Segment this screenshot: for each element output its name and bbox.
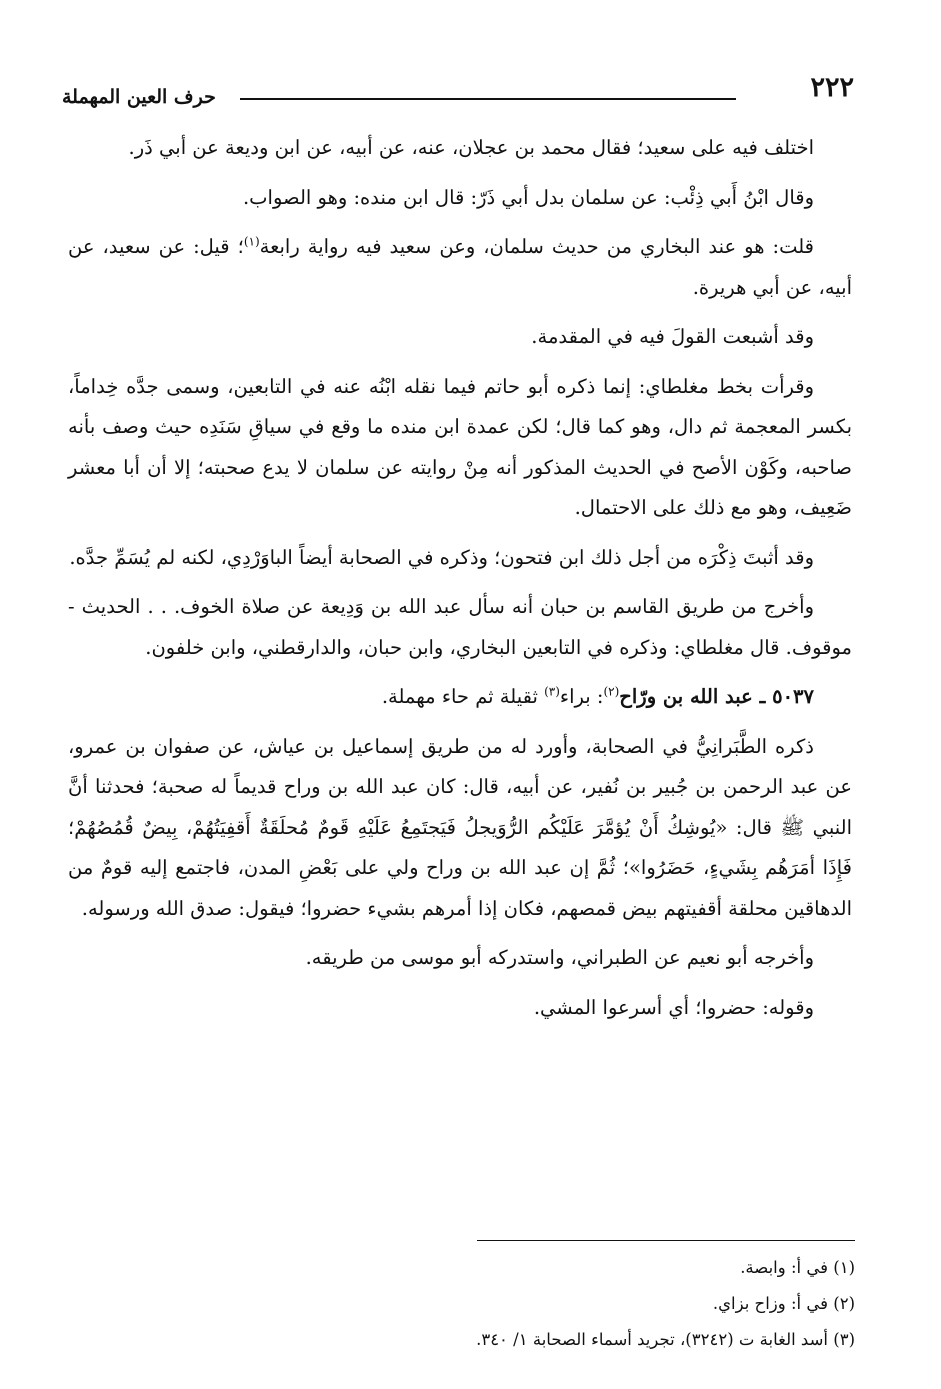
paragraph: وقال ابْنُ أَبي ذِئْب: عن سلمان بدل أبي ذَرّ: قال ابن منده: وهو الصواب. [242, 185, 814, 209]
header-rule [240, 98, 736, 100]
footnote-rule [477, 1240, 855, 1241]
entry-dash: ـ [752, 685, 773, 708]
page-number: ٢٢٢ [810, 72, 854, 103]
paragraph: وقوله: حضروا؛ أي أسرعوا المشي. [533, 995, 814, 1019]
paragraph-qult [68, 227, 852, 308]
entry-heading [68, 677, 852, 718]
paragraph: ذكره الطَّبَرانِيُّ في الصحابة، وأورد له من طريق إسماعيل بن عياش، عن صفوان بن عمرو، عن عبد الرحمن بن جُبير بن نُفير، عن أبيه، قال: كان عبد الله بن وراح قديماً له صحبة؛ فحدثنا أنَّ النبي ﷺ قال: «يُوشِكُ أَنْ يُؤمَّرَ عَلَيْكُم الرُّوَيجلُ فَيَجتَمِعُ عَلَيْهِ قَومٌ مُحلَقَةٌ أَقفِيَتُهُمْ، بِيضٌ قُمُصُهُمْ؛ فَإِذَا أمَرَهُم بِشَيءٍ، حَضَرُوا»؛ ثُمَّ إن عبد الله بن وراح ولي على بَعْضِ المدن، فاجتمع إليه قومٌ من الدهاقين محلقة أقفيتهم بيض قمصهم، فكان إذا أمرهم بشيء حضروا؛ فيقول: صدق الله ورسوله. [68, 734, 852, 920]
footnote: (١) في أ: وابصة. [740, 1258, 855, 1277]
footnote: (٣) أسد الغابة ت (٣٢٤٢)، تجريد أسماء الصحابة ١/ ٣٤٠. [476, 1330, 855, 1349]
paragraph: وأخرجه أبو نعيم عن الطبراني، واستدركه أبو موسى من طريقه. [305, 946, 814, 969]
paragraph: وقد أثبتَ ذِكْرَه من أجل ذلك ابن فتحون؛ وذكره في الصحابة أيضاً الباوَرْدِي، لكنه لم يُسَمِّ جدَّه. [69, 545, 814, 569]
entry-number: ٥٠٣٧ [772, 685, 814, 708]
running-title: حرف العين المهملة [62, 86, 216, 108]
paragraph-text: ؛ قيل: عن سعيد، عن أبيه، عن أبي هريرة. [68, 235, 852, 299]
footnote-marker: (٢) [603, 684, 620, 699]
entry-name: عبد الله بن ورّاح [619, 685, 753, 708]
footnote-marker: (١) [243, 234, 260, 249]
entry-text: ثقيلة ثم حاء مهملة. [381, 685, 545, 708]
paragraph: وأخرج من طريق القاسم بن حبان أنه سأل عبد الله بن وَدِيعة عن صلاة الخوف. . . الحديث - موقوف. قال مغلطاي: وذكره في التابعين البخاري، وابن حبان، والدارقطني، وابن خلفون. [68, 595, 852, 659]
footnote-marker: (٣) [544, 684, 560, 699]
entry-text: : براء [559, 685, 604, 708]
paragraph: وقرأت بخط مغلطاي: إنما ذكره أبو حاتم فيما نقله ابْنُه عنه في التابعين، وسمى جدَّه خِداماً، بكسر المعجمة ثم دال، وهو كما قال؛ لكن عمدة ابن منده ما وقع في سياقِ سَنَدِه حيث وصف بأنه صاحبه، وكَوْن الأصح في الحديث المذكور أنه مِنْ روايته عن سلمان لا يدع صحبته؛ إلا أن أبا معشر ضَعِيف، وهو مع ذلك على الاحتمال. [68, 374, 853, 519]
footnote: (٢) في أ: وزاح بزاي. [712, 1294, 855, 1313]
paragraph: اختلف فيه على سعيد؛ فقال محمد بن عجلان، عنه، عن أبيه، عن ابن وديعة عن أبي ذَر. [128, 136, 814, 159]
paragraph-text: قلت: هو عند البخاري من حديث سلمان، وعن سعيد فيه رواية رابعة [259, 235, 815, 258]
paragraph: وقد أشبعت القولَ فيه في المقدمة. [531, 325, 814, 348]
footnotes [215, 1250, 855, 1358]
page-header [62, 72, 854, 116]
main-text [68, 128, 852, 1037]
